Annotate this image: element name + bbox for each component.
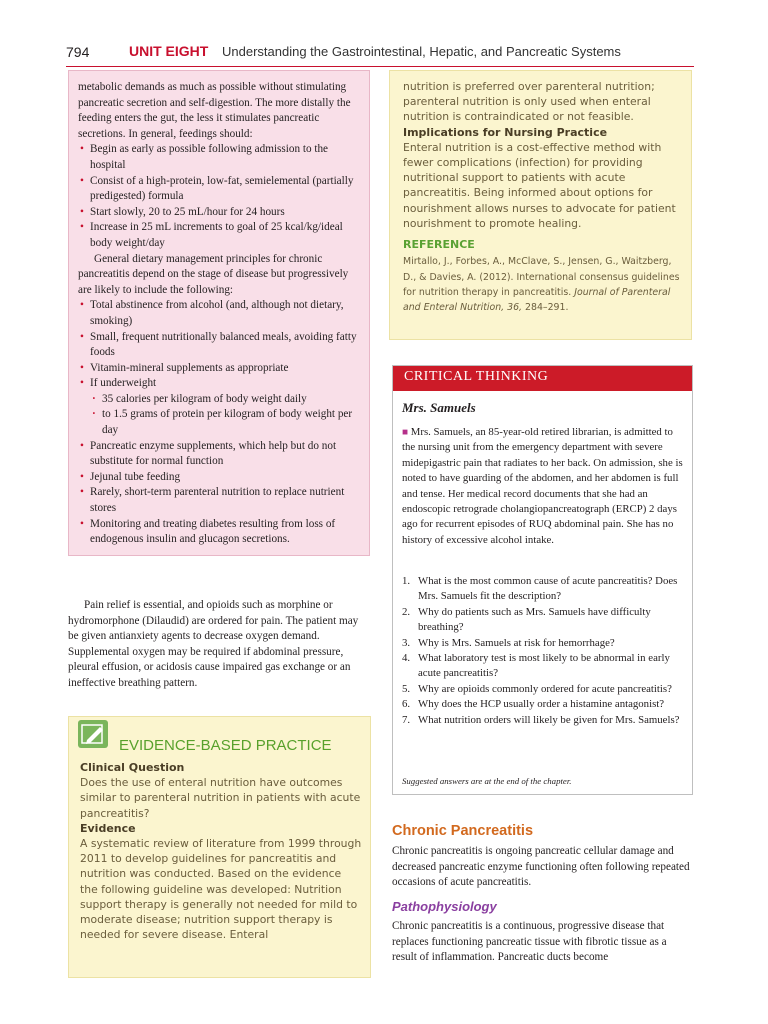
implications-text: Enteral nutrition is a cost-effective method with fewer complications (infection) for providing nutritional support to patients with acute pancreatitis. Being informed about options for nourishment allows nurses to advocate for patient nourishment to promote healing. <box>403 140 676 230</box>
question-number: 6. <box>402 698 411 711</box>
list-item: • Vitamin-mineral supplements as appropriate <box>78 361 363 377</box>
reference-pages: 284–291. <box>522 302 569 314</box>
question-number: 5. <box>402 682 411 695</box>
clinical-question-label: Clinical Question <box>80 761 185 774</box>
list-item <box>402 605 686 636</box>
case-subtitle: Mrs. Samuels <box>402 400 476 415</box>
list-item: • Total abstinence from alcohol (and, although not dietary, smoking) <box>78 298 363 329</box>
list-item <box>402 713 686 728</box>
dietary-principles: General dietary management principles for chronic pancreatitis depend on the stage of disease but progressively are likely to include the following: <box>78 252 349 296</box>
sub-list-item: · to 1.5 grams of protein per kilogram of body weight per day <box>78 407 363 438</box>
list-item <box>402 651 686 682</box>
critical-thinking-title: CRITICAL THINKING <box>404 369 549 384</box>
sub-list-item: · 35 calories per kilogram of body weight daily <box>78 392 363 408</box>
question-list <box>402 574 686 728</box>
question-number: 3. <box>402 636 411 649</box>
reference-journal: Journal of Parenteral and Enteral Nutrition, 36, <box>403 287 671 314</box>
pathophysiology-paragraph <box>392 919 694 966</box>
subsection-heading: Pathophysiology <box>392 899 497 914</box>
feeding-list <box>78 142 363 251</box>
evidence-continued-content <box>403 79 685 316</box>
pain-relief-text: Pain relief is essential, and opioids such as morphine or hydromorphone (Dilaudid) are ordered for pain. The patient may be given antianxiety agents to decrease oxygen demand. Supplemental oxygen may be required if abdominal pressure, pleural effusion, or acidosis cause impaired gas exchange or an ineffective breathing pattern. <box>68 599 359 689</box>
pathophysiology-text: Chronic pancreatitis is a continuous, progressive disease that replaces functioning pancreatic tissue with fibrotic tissue as a result of inflammation. Pancreatic ducts become <box>392 920 667 964</box>
list-item: • Rarely, short-term parenteral nutrition to replace nutrient stores <box>78 485 363 516</box>
answers-note: Suggested answers are at the end of the chapter. <box>402 776 572 786</box>
question-text: What is the most common cause of acute pancreatitis? Does Mrs. Samuels fit the description? <box>418 575 678 603</box>
evidence-continued-text: nutrition is preferred over parenteral nutrition; parenteral nutrition is only used when enteral nutrition is contraindicated or not feasible. <box>403 80 655 124</box>
list-item: • Consist of a high-protein, low-fat, semielemental (partially predigested) formula <box>78 174 363 205</box>
page-number: 794 <box>66 44 90 60</box>
chronic-text: Chronic pancreatitis is ongoing pancreatic cellular damage and decreased pancreatic enzyme functioning often following repeated occasions of acute pancreatitis. <box>392 845 690 889</box>
list-item: • Pancreatic enzyme supplements, which help but do not substitute for normal function <box>78 439 363 470</box>
evidence-content <box>80 760 362 942</box>
reference-authors: Mirtallo, J., Forbes, A., McClave, S., Jensen, G., Waitzberg, D., & Davies, A. (2012). International consensus guidelines for nutrition therapy in pancreatitis. <box>403 256 680 299</box>
list-item: • Small, frequent nutritionally balanced meals, avoiding fatty foods <box>78 330 363 361</box>
evidence-label: Evidence <box>80 821 136 835</box>
chronic-paragraph <box>392 844 694 891</box>
question-number: 7. <box>402 713 411 726</box>
reference-citation <box>403 254 685 316</box>
square-bullet-icon: ■ <box>402 427 409 438</box>
question-text: Why is Mrs. Samuels at risk for hemorrhage? <box>418 636 615 649</box>
running-title: Understanding the Gastrointestinal, Hepatic, and Pancreatic Systems <box>222 44 621 59</box>
case-study <box>402 425 684 548</box>
list-item <box>402 574 686 605</box>
question-text: What nutrition orders will likely be given for Mrs. Samuels? <box>418 713 680 726</box>
reference-label: REFERENCE <box>403 238 475 252</box>
header-rule <box>66 66 694 67</box>
case-text: Mrs. Samuels, an 85-year-old retired librarian, is admitted to the nursing unit from the emergency department with severe midepigastric pain that radiates to her back. On admission, she is noted to have guarding of the abdomen, and her abdomen is full and tense. Her medical record documents that she had an endoscopic retrograde cholangiopancreatograph (ERCP) 2 days ago for recurrent episodes of RUQ abdominal pain. She has no history of excessive alcohol intake. <box>402 426 683 546</box>
nutrition-intro: metabolic demands as much as possible without stimulating pancreatic secretion and self-digestion. The more distally the feeding enters the gut, the less it stimulates pancreatic secretions. In general, feedings should: <box>78 81 351 140</box>
list-item: • Increase in 25 mL increments to goal of 25 kcal/kg/ideal body weight/day <box>78 220 363 251</box>
list-item <box>402 697 686 712</box>
question-text: Why are opioids commonly ordered for acute pancreatitis? <box>418 682 672 695</box>
list-item: • Start slowly, 20 to 25 mL/hour for 24 hours <box>78 205 363 221</box>
list-item: • Monitoring and treating diabetes resulting from loss of endogenous insulin and glucagon secretions. <box>78 517 363 548</box>
question-number: 4. <box>402 652 411 665</box>
unit-label: UNIT EIGHT <box>129 43 209 59</box>
question-text: Why does the HCP usually order a histamine antagonist? <box>418 698 665 711</box>
evidence-text: A systematic review of literature from 1999 through 2011 to develop guidelines for pancreatitis and nutrition was conducted. Based on the evidence the following guideline was developed: Nutrition support therapy is generally not needed for mild to moderate disease; nutrition support therapy is needed for severe disease. Enteral <box>80 837 362 942</box>
nutrition-box-content <box>78 80 363 548</box>
clinical-question: Does the use of enteral nutrition have outcomes similar to parenteral nutrition in patients with acute pancreatitis? <box>80 776 361 820</box>
pain-relief-paragraph <box>68 598 370 692</box>
question-text: Why do patients such as Mrs. Samuels have difficulty breathing? <box>418 605 651 634</box>
evidence-title: EVIDENCE-BASED PRACTICE <box>119 737 332 754</box>
question-number: 2. <box>402 605 411 618</box>
question-text: What laboratory test is most likely to be abnormal in early acute pancreatitis? <box>418 652 670 680</box>
list-item: • If underweight <box>78 376 363 392</box>
section-heading: Chronic Pancreatitis <box>392 823 534 839</box>
list-item <box>402 682 686 697</box>
list-item: • Jejunal tube feeding <box>78 470 363 486</box>
list-item <box>402 636 686 651</box>
list-item: • Begin as early as possible following admission to the hospital <box>78 142 363 173</box>
question-number: 1. <box>402 575 411 587</box>
chronic-diet-list <box>78 298 363 548</box>
implications-label: Implications for Nursing Practice <box>403 125 608 139</box>
pencil-icon <box>78 720 108 748</box>
